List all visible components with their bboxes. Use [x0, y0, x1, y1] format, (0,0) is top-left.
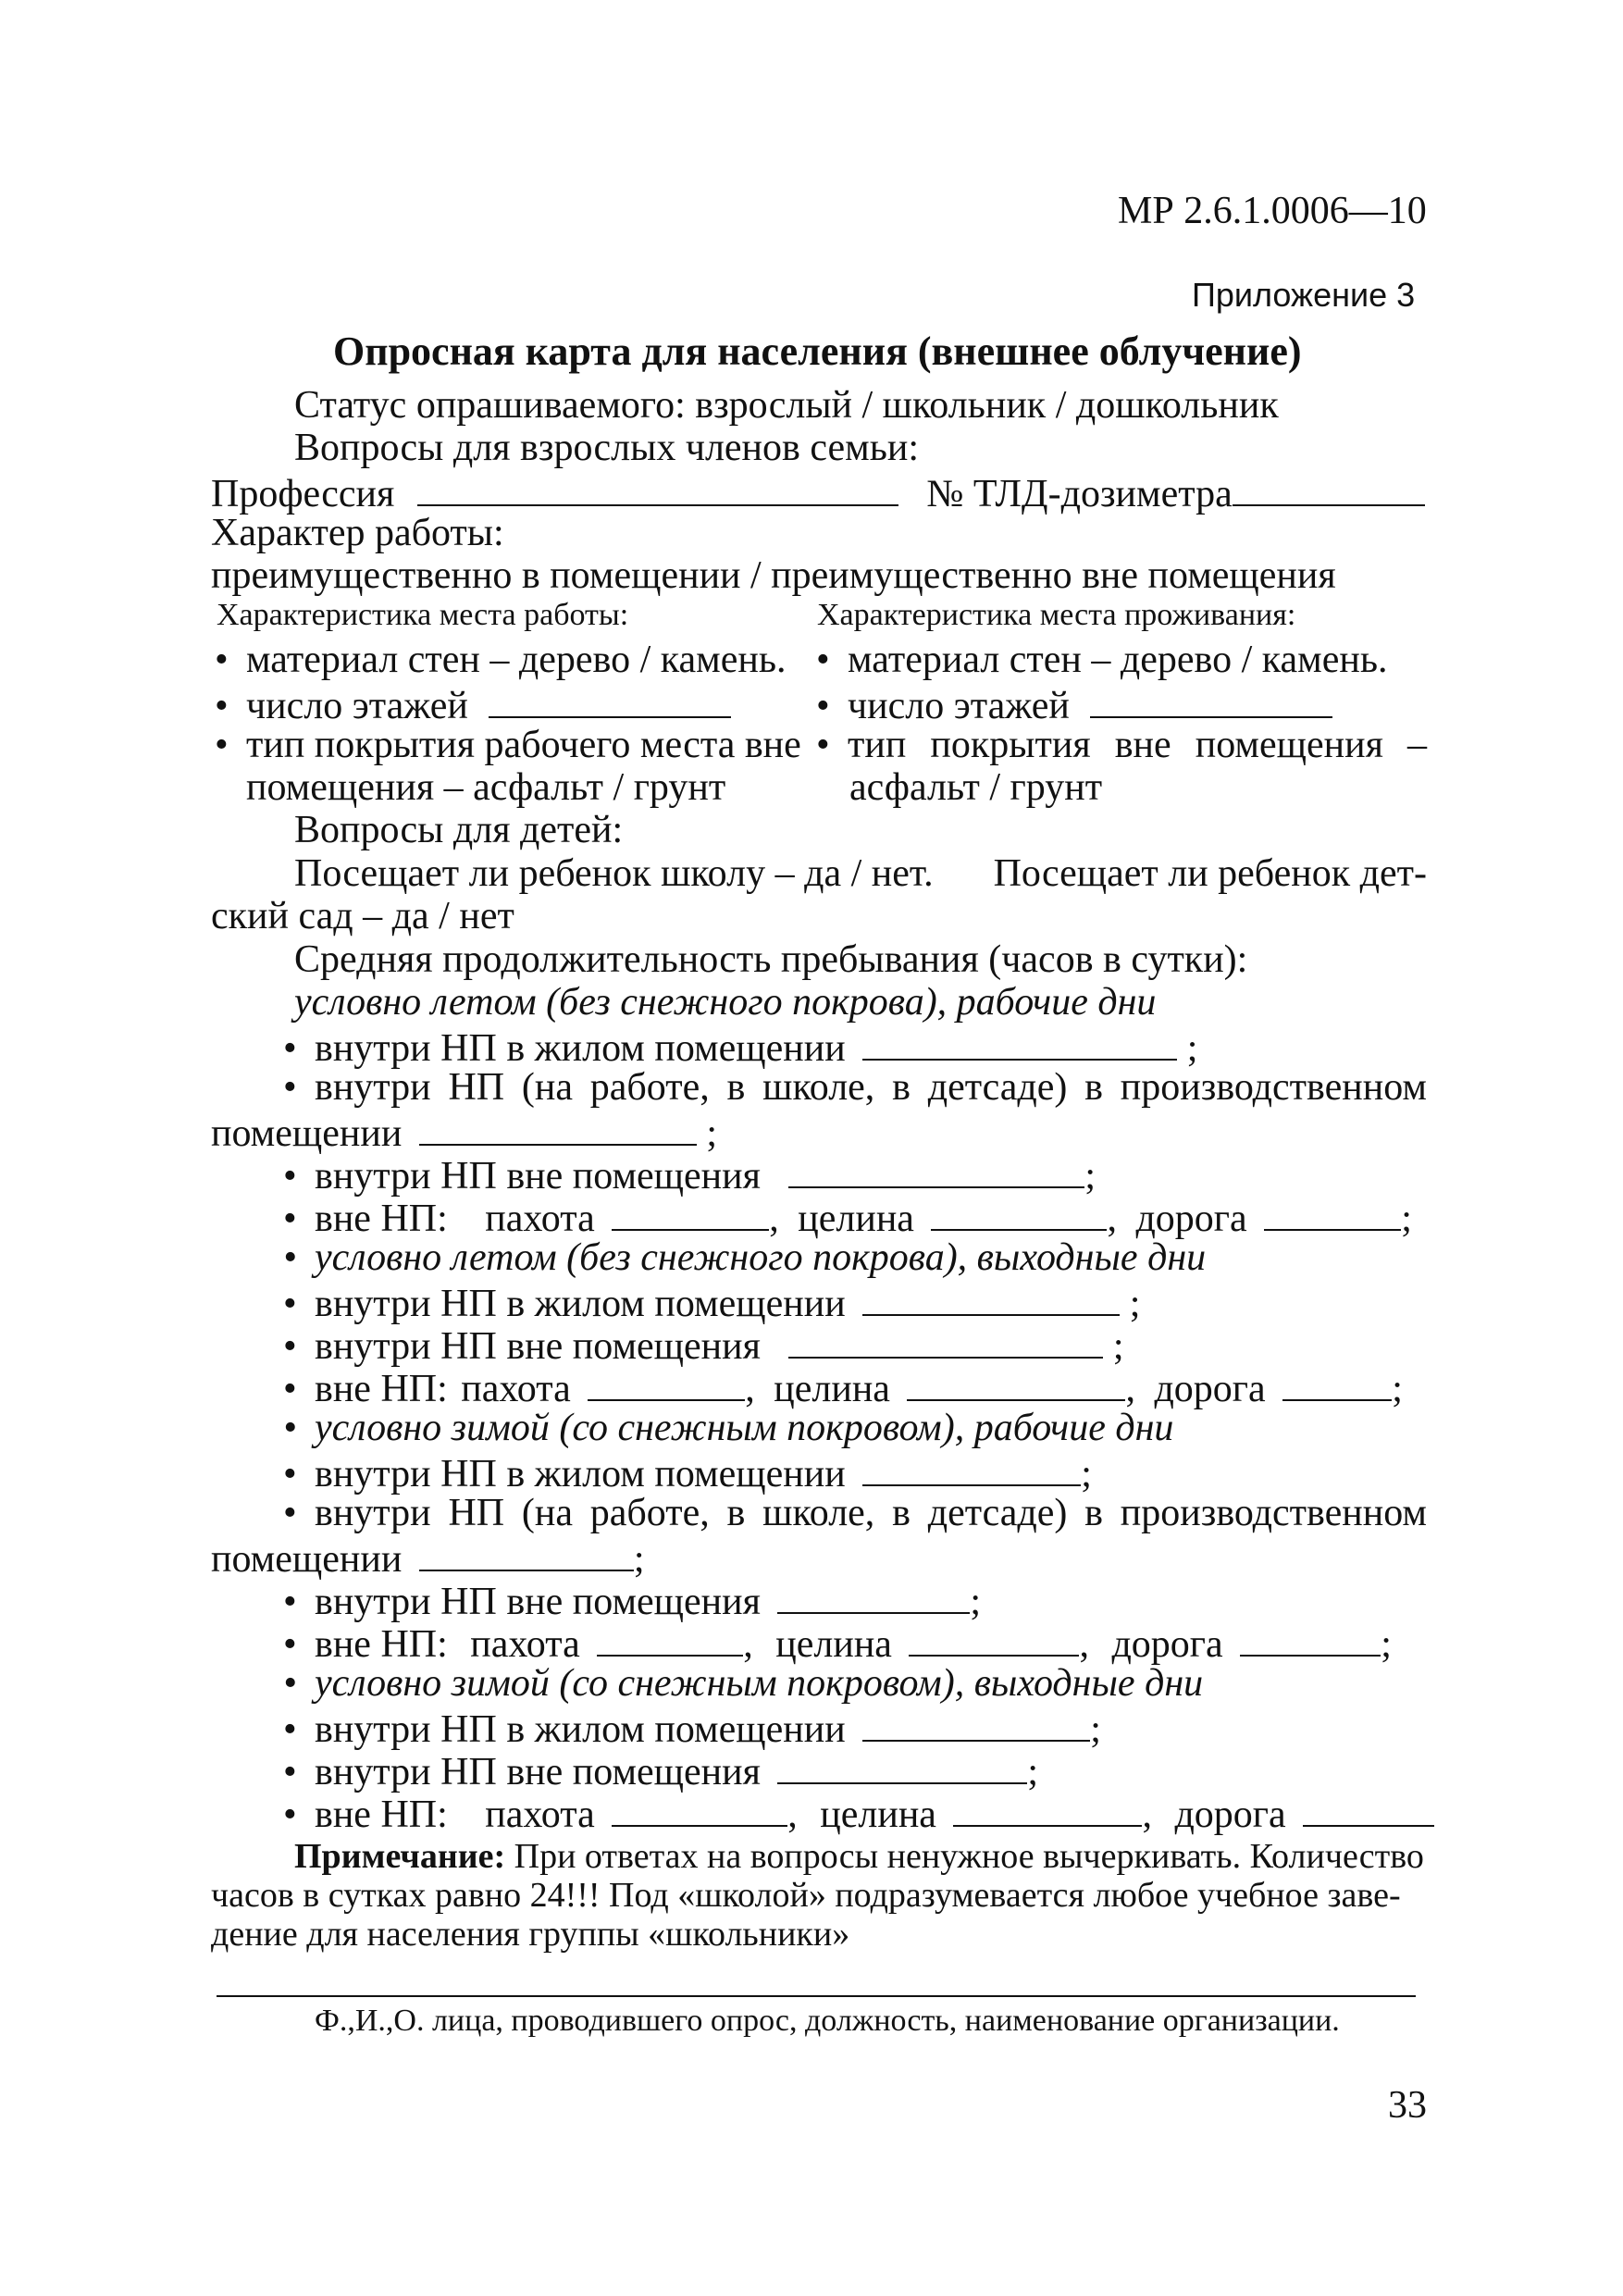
- bullet-icon: •: [283, 1066, 297, 1109]
- winter-weekend-plowland-field[interactable]: [612, 1790, 787, 1827]
- children-heading: Вопросы для детей:: [294, 809, 624, 851]
- summer-work-plowland-field[interactable]: [612, 1194, 769, 1231]
- children-school-line1: Посещает ли ребенок школу – да / нет. Посещает ли ребенок дет-: [294, 852, 1427, 895]
- summer-workdays-heading: условно летом (без снежного покрова), рабочие дни: [294, 981, 1157, 1024]
- winter-weekend-outdoor-item: • внутри НП вне помещения ;: [283, 1747, 1038, 1793]
- bullet-icon: •: [816, 724, 830, 766]
- summer-work-industrial-item: • внутри НП (на работе, в школе, в детсаде) в производственном: [283, 1066, 1427, 1109]
- winter-work-outdoor-item: • внутри НП вне помещения ;: [283, 1577, 981, 1623]
- winter-weekend-road-field[interactable]: [1303, 1790, 1434, 1827]
- residence-cover-line2: асфальт / грунт: [849, 766, 1103, 809]
- bullet-icon: •: [283, 1452, 297, 1496]
- work-character-label: Характер работы:: [211, 512, 504, 554]
- page-number: 33: [1388, 2084, 1427, 2127]
- summer-work-virgin-field[interactable]: [931, 1194, 1107, 1231]
- bullet-icon: •: [283, 1622, 297, 1666]
- duration-heading: Средняя продолжительность пребывания (часов в сутки):: [294, 938, 1248, 981]
- adults-heading: Вопросы для взрослых членов семьи:: [294, 427, 920, 469]
- tld-label: № ТЛД-дозиметра: [926, 472, 1233, 515]
- bullet-icon: •: [283, 1580, 297, 1623]
- summer-weekend-outside-item: • вне НП: пахота , целина , дорога ;: [283, 1364, 1403, 1410]
- note-label: Примечание:: [294, 1837, 506, 1876]
- summer-work-industrial-field[interactable]: [419, 1109, 697, 1146]
- bullet-icon: •: [215, 724, 229, 766]
- bullet-icon: •: [283, 1793, 297, 1836]
- winter-work-outside-item: • вне НП: пахота , целина , дорога ;: [283, 1620, 1392, 1666]
- bullet-icon: •: [816, 639, 830, 681]
- bullet-icon: •: [283, 1026, 297, 1070]
- bullet-icon: •: [816, 684, 830, 727]
- winter-weekend-home-field[interactable]: [862, 1705, 1090, 1742]
- winter-work-outdoor-field[interactable]: [777, 1577, 970, 1614]
- summer-weekend-home-item: • внутри НП в жилом помещении ;: [283, 1279, 1140, 1325]
- residence-wall-item: • материал стен – дерево / камень.: [816, 639, 1388, 681]
- winter-weekends-heading: • условно зимой (со снежным покровом), выходные дни: [283, 1662, 1204, 1705]
- residence-floors-field[interactable]: [1090, 681, 1332, 718]
- summer-work-home-item: • внутри НП в жилом помещении ;: [283, 1024, 1197, 1070]
- winter-weekend-virgin-field[interactable]: [953, 1790, 1142, 1827]
- bullet-icon: •: [283, 1750, 297, 1793]
- winter-work-plowland-field[interactable]: [597, 1620, 743, 1657]
- summer-weekends-heading: • условно летом (без снежного покрова), выходные дни: [283, 1236, 1207, 1279]
- winter-work-road-field[interactable]: [1240, 1620, 1381, 1657]
- workplace-wall-item: • материал стен – дерево / камень.: [215, 639, 787, 681]
- summer-weekend-plowland-field[interactable]: [588, 1364, 745, 1401]
- workplace-cover-item: • тип покрытия рабочего места вне: [215, 724, 801, 766]
- bullet-icon: •: [283, 1492, 297, 1534]
- winter-work-industrial-item: • внутри НП (на работе, в школе, в детсаде) в производственном: [283, 1492, 1427, 1534]
- winter-weekend-home-item: • внутри НП в жилом помещении ;: [283, 1705, 1101, 1751]
- status-line: Статус опрашиваемого: взрослый / школьник / дошкольник: [294, 384, 1279, 427]
- bullet-icon: •: [215, 684, 229, 727]
- work-character-options: преимущественно в помещении / преимущественно вне помещения: [211, 554, 1336, 597]
- note-line2: часов в сутках равно 24!!! Под «школой» подразумевается любое учебное заве-: [211, 1876, 1401, 1915]
- winter-work-home-item: • внутри НП в жилом помещении ;: [283, 1449, 1092, 1496]
- bullet-icon: •: [283, 1197, 297, 1240]
- note-line1: Примечание: При ответах на вопросы ненужное вычеркивать. Количество: [294, 1837, 1424, 1876]
- winter-work-virgin-field[interactable]: [909, 1620, 1079, 1657]
- winter-work-home-field[interactable]: [862, 1449, 1081, 1486]
- winter-work-industrial-line2: помещении ;: [211, 1534, 644, 1581]
- note-line3: дение для населения группы «школьники»: [211, 1915, 850, 1954]
- summer-work-outdoor-field[interactable]: [788, 1151, 1084, 1188]
- residence-floors-item: • число этажей: [816, 681, 1332, 727]
- winter-weekend-outdoor-field[interactable]: [777, 1747, 1027, 1784]
- summer-weekend-virgin-field[interactable]: [907, 1364, 1125, 1401]
- bullet-icon: •: [283, 1407, 297, 1449]
- summer-weekend-road-field[interactable]: [1282, 1364, 1392, 1401]
- bullet-icon: •: [283, 1324, 297, 1368]
- bullet-icon: •: [215, 639, 229, 681]
- bullet-icon: •: [283, 1707, 297, 1751]
- winter-workdays-heading: • условно зимой (со снежным покровом), рабочие дни: [283, 1407, 1174, 1449]
- summer-weekend-outdoor-field[interactable]: [788, 1322, 1103, 1359]
- workplace-floors-item: • число этажей: [215, 681, 731, 727]
- workplace-heading: Характеристика места работы:: [217, 598, 629, 632]
- summer-work-outside-item: • вне НП: пахота , целина , дорога ;: [283, 1194, 1412, 1240]
- doc-code: МР 2.6.1.0006—10: [1118, 190, 1427, 232]
- residence-cover-item: • тип покрытия вне помещения –: [816, 724, 1427, 766]
- bullet-icon: •: [283, 1367, 297, 1410]
- appendix-label: Приложение 3: [1192, 276, 1416, 314]
- summer-work-industrial-line2: помещении ;: [211, 1109, 717, 1155]
- summer-work-home-field[interactable]: [862, 1024, 1177, 1061]
- tld-field[interactable]: [1233, 469, 1425, 506]
- profession-row: [211, 469, 1425, 515]
- signature-line[interactable]: [217, 1995, 1416, 1997]
- workplace-cover-line2: помещения – асфальт / грунт: [246, 766, 726, 809]
- page-title: Опросная карта для населения (внешнее облучение): [333, 329, 1302, 374]
- bullet-icon: •: [283, 1236, 297, 1279]
- profession-field[interactable]: [417, 469, 898, 506]
- summer-weekend-outdoor-item: • внутри НП вне помещения ;: [283, 1322, 1124, 1368]
- bullet-icon: •: [283, 1282, 297, 1325]
- signature-caption: Ф.,И.,О. лица, проводившего опрос, должность, наименование организации.: [315, 2004, 1340, 2038]
- winter-weekend-outside-item: • вне НП: пахота , целина , дорога: [283, 1790, 1434, 1836]
- workplace-floors-field[interactable]: [489, 681, 731, 718]
- summer-work-outdoor-item: • внутри НП вне помещения ;: [283, 1151, 1096, 1198]
- winter-work-industrial-field[interactable]: [419, 1534, 634, 1571]
- bullet-icon: •: [283, 1154, 297, 1198]
- summer-weekend-home-field[interactable]: [862, 1279, 1120, 1316]
- profession-label: Профессия: [211, 472, 395, 515]
- residence-heading: Характеристика места проживания:: [817, 598, 1296, 632]
- bullet-icon: •: [283, 1662, 297, 1705]
- summer-work-road-field[interactable]: [1264, 1194, 1401, 1231]
- children-school-line2: ский сад – да / нет: [211, 895, 514, 937]
